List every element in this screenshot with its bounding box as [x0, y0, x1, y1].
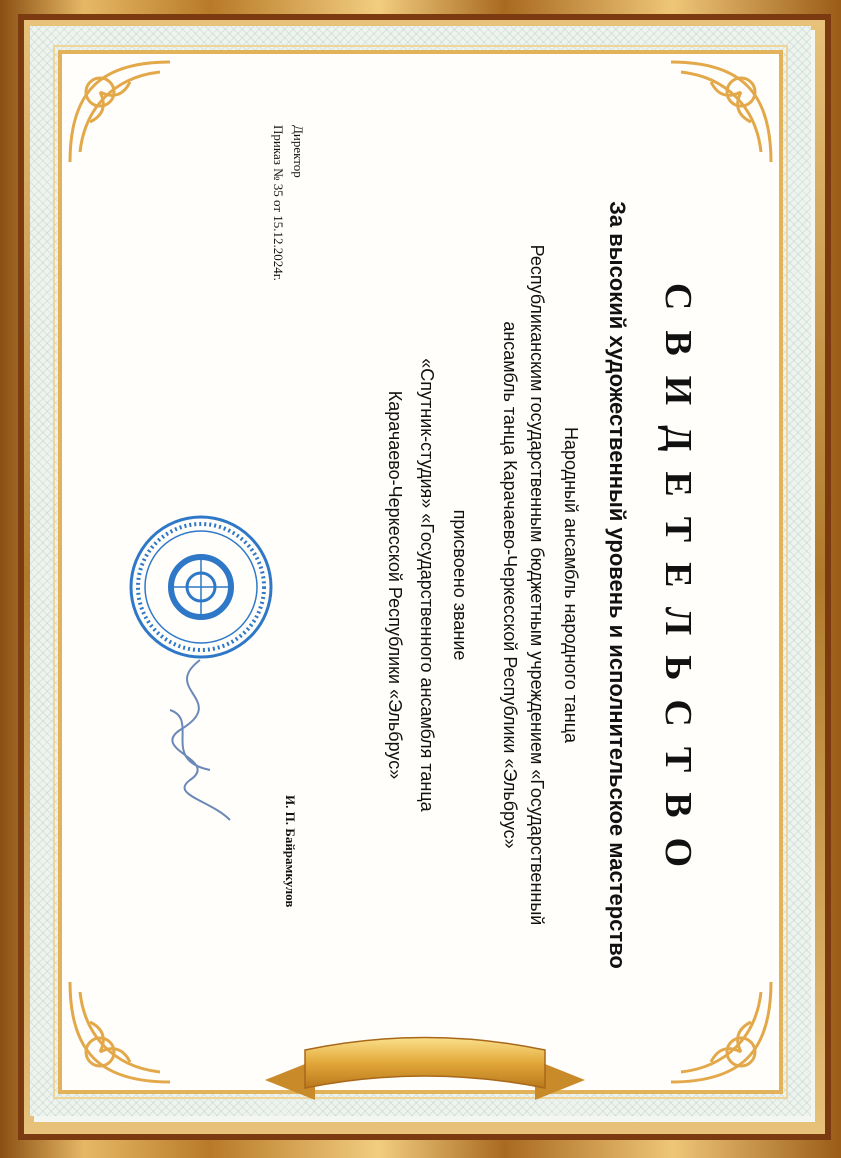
official-stamp-icon	[126, 512, 276, 662]
director-label: Директор	[291, 125, 306, 178]
award-title-line-1: «Спутник-студия» «Государственного ансамбля танца	[417, 358, 437, 812]
certificate-subtitle: За высокий художественный уровень и исполнительское мастерство	[605, 201, 630, 969]
ensemble-name: Народный ансамбль народного танца	[561, 426, 581, 744]
awarded-text: присвоено звание	[450, 509, 470, 661]
institution-line-1: Республиканским государственным бюджетным учреждением «Государственный	[527, 244, 547, 926]
award-title-line-2: Карачаево-Черкесской Республики «Эльбрус»	[385, 390, 405, 780]
signature-icon	[140, 650, 250, 830]
signer-name: И. П. Байрамкулов	[283, 795, 298, 908]
order-reference: Приказ № 35 от 15.12.2024г.	[271, 125, 286, 281]
institution-line-2: ансамбль танца Карачаево-Черкесской Республики «Эльбрус»	[500, 321, 520, 849]
certificate-title: СВИДЕТЕЛЬСТВО	[657, 282, 699, 888]
